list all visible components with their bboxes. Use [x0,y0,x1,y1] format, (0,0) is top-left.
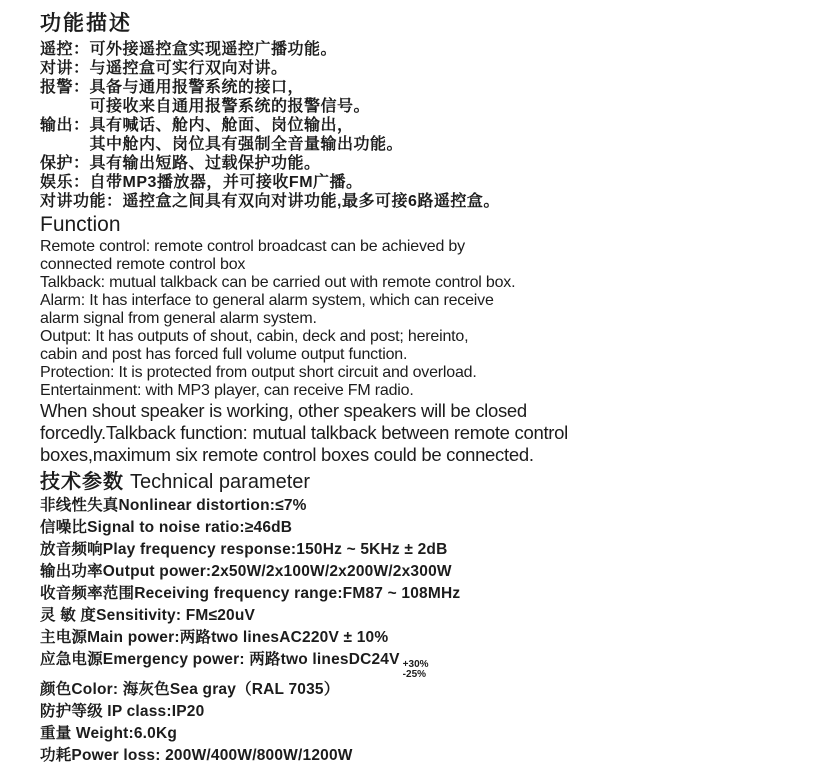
feature-text: 自带MP3播放器，并可接收FM广播。 [89,174,363,191]
feature-item-protection [40,154,810,173]
tech-param-signal-to-noise-ratio: 信噪比Signal to noise ratio:≥46dB [40,519,293,536]
feature-item-alarm [40,78,810,116]
function-line-en: Talkback: mutual talkback can be carried out with remote control box. [40,274,516,291]
function-line-en: Protection: It is protected from output short circuit and overload. [40,364,477,381]
feature-text: 具有喊话、舱内、舱面、岗位输出， [89,117,354,134]
feature-item-entertainment [40,173,810,192]
feature-label: 输出： [40,117,90,134]
function-line-en: Entertainment: with MP3 player, can receive FM radio. [40,382,414,399]
feature-text: 其中舱内、岗位具有强制全音量输出功能。 [89,136,404,153]
tech-param-emergency-power-text: 应急电源Emergency power: 两路two linesDC24V [40,651,400,668]
feature-label: 报警： [40,79,90,96]
tech-param-nonlinear-distortion: 非线性失真Nonlinear distortion:≤7% [40,497,307,514]
feature-text: 具有输出短路、过载保护功能。 [89,155,321,172]
tech-param-power-loss: 功耗Power loss: 200W/400W/800W/1200W [40,747,353,764]
tech-param-emergency-power [40,649,810,679]
technical-parameters-title [40,469,810,495]
tech-param-weight: 重量 Weight:6.0Kg [40,725,178,742]
tech-param-receiving-frequency-range: 收音频率范围Receiving frequency range:FM87 ~ 108MHz [40,585,461,602]
feature-text: 遥控盒之间具有双向对讲功能,最多可接6路遥控盒。 [122,193,500,210]
technical-parameters-title-en: Technical parameter [130,471,311,493]
function-line-en: Output: It has outputs of shout, cabin, deck and post; hereinto, [40,328,469,345]
function-description-title: 功能描述 [40,12,132,35]
feature-label: 对讲功能： [40,193,123,210]
feature-label: 保护： [40,155,90,172]
technical-parameters-section [40,469,810,767]
feature-item-remote [40,40,810,59]
function-line-en: Alarm: It has interface to general alarm system, which can receive [40,292,494,309]
tech-param-color: 颜色Color: 海灰色Sea gray（RAL 7035） [40,681,340,698]
feature-text: 具备与通用报警系统的接口， [89,79,305,96]
function-emphasis-line: boxes,maximum six remote control boxes could be connected. [40,444,534,465]
tolerance-plus: +30% [402,659,429,670]
tolerance-stack [403,660,429,679]
function-line-en: alarm signal from general alarm system. [40,310,317,327]
feature-label: 对讲： [40,60,90,77]
tech-param-ip-class: 防护等级 IP class:IP20 [40,703,205,720]
function-emphasis-line: When shout speaker is working, other speakers will be closed [40,400,527,421]
feature-text: 可接收来自通用报警系统的报警信号。 [89,98,371,115]
feature-item-talkback [40,59,810,78]
tech-param-sensitivity: 灵 敏 度Sensitivity: FM≤20uV [40,607,256,624]
tech-param-main-power: 主电源Main power:两路two linesAC220V ± 10% [40,629,389,646]
technical-parameters-title-cn: 技术参数 [40,471,124,493]
feature-text: 可外接遥控盒实现遥控广播功能。 [89,41,338,58]
tech-param-play-frequency-response: 放音频响Play frequency response:150Hz ~ 5KHz ± 2dB [40,541,448,558]
function-line-en: connected remote control box [40,256,246,273]
function-title-en: Function [40,213,121,236]
function-emphasis-line: forcedly.Talkback function: mutual talkback between remote control [40,422,568,443]
feature-label: 遥控： [40,41,90,58]
function-line-en: Remote control: remote control broadcast can be achieved by [40,238,465,255]
feature-text: 与遥控盒可实行双向对讲。 [89,60,288,77]
tech-param-output-power: 输出功率Output power:2x50W/2x100W/2x200W/2x300W [40,563,452,580]
function-description-section [40,11,810,211]
function-section-en [40,212,810,466]
feature-label: 娱乐： [40,174,90,191]
feature-item-talkback-function [40,192,810,211]
function-line-en: cabin and post has forced full volume output function. [40,346,408,363]
tolerance-minus: -25% [402,668,427,680]
feature-item-output [40,116,810,154]
